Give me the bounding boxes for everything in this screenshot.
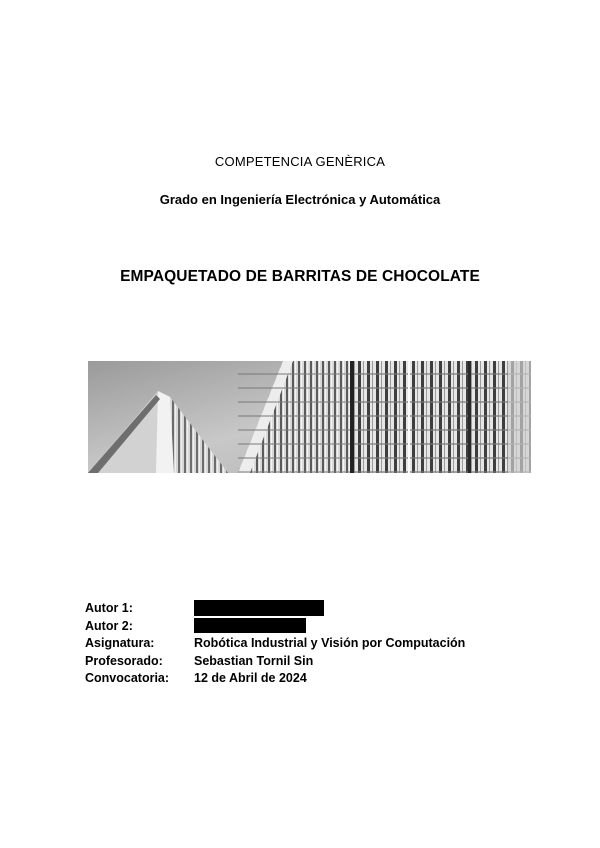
competencia-heading: COMPETENCIA GENÈRICA <box>214 154 386 169</box>
author1-redacted <box>194 600 324 616</box>
author2-redacted <box>194 618 306 633</box>
author2-label: Autor 2: <box>85 618 133 633</box>
call-label: Convocatoria: <box>85 671 170 685</box>
subject-value: Robótica Industrial y Visión por Computación <box>194 636 466 650</box>
professor-value: Sebastian Tornil Sin <box>194 653 314 668</box>
document-title: EMPAQUETADO DE BARRITAS DE CHOCOLATE <box>120 268 480 285</box>
call-value: 12 de Abril de 2024 <box>194 671 307 685</box>
subject-label: Asignatura: <box>85 636 155 650</box>
degree-name: Grado en Ingeniería Electrónica y Automática <box>159 192 441 207</box>
building-facade-image <box>88 361 531 473</box>
professor-label: Profesorado: <box>85 653 163 668</box>
author1-label: Autor 1: <box>85 601 133 615</box>
